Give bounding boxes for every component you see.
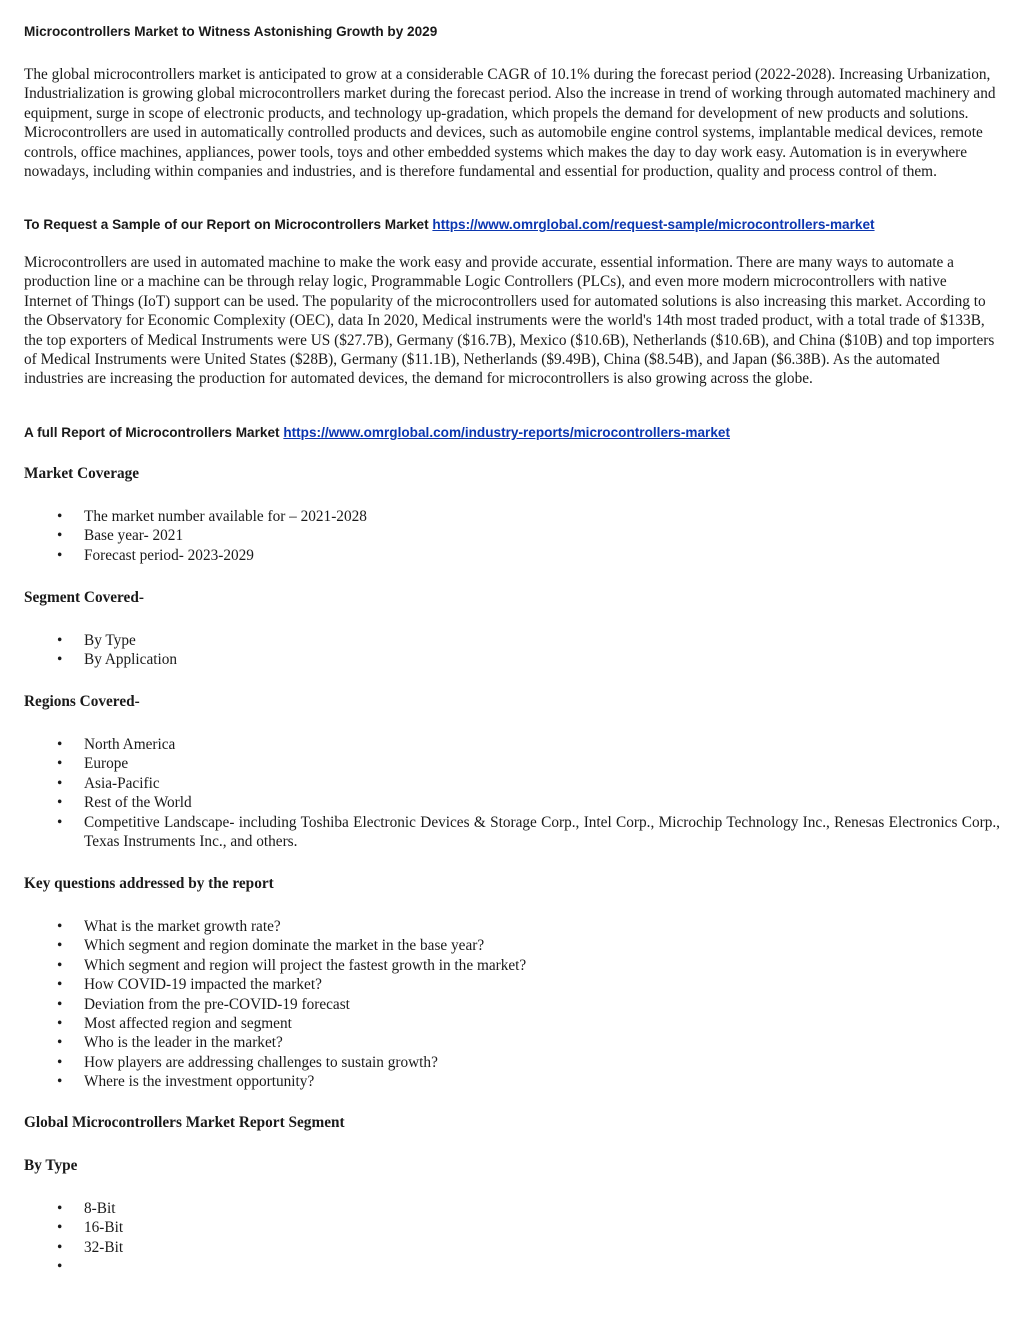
bullet-icon: •	[57, 918, 63, 935]
bullet-icon: •	[57, 937, 63, 955]
bullet-icon: •	[57, 995, 63, 1013]
full-report-link[interactable]: https://www.omrglobal.com/industry-reports/microcontrollers-market	[283, 425, 730, 440]
bullet-icon: •	[57, 546, 63, 564]
oec-paragraph: Microcontrollers are used in automated machine to make the work easy and provide accurate, essential information. There are many ways to automate a production line or a machine can be through relay logic, Programmable Logic Controllers (PLCs), and even more modern microcontrollers with native Internet of Things (IoT) support can be used. The popularity of the microcontrollers used for automated solutions is also increasing this market. According to the Observatory for Economic Complexity (OEC), data In 2020, Medical instruments were the world's 14th most traded product, with a total trade of $133B, the top exporters of Medical Instruments were US ($27.7B), Germany ($16.7B), Mexico ($10.6B), Netherlands ($10.6B), and China ($10B) and top importers of Medical Instruments were United States ($28B), Germany ($11.1B), Netherlands ($9.49B), China ($8.54B), and Japan ($6.38B). As the automated industries are increasing the production for automated devices, the demand for microcontrollers is also growing across the globe.	[24, 254, 995, 388]
intro-text: is anticipated to grow at a considerable CAGR of 10.1% during the forecast period (2022-2028). Increasing Urbanization, Industrialization is growing global microcontrollers market during the forecast period. Also the increase in trend of working through automated machinery and equipment, surge in scope of electronic products, and technology up-gradation, which propels the demand for development of new products and solutions. Microcontrollers are used in automatically controlled products and devices, such as automobile engine control systems, implantable medical devices, remote controls, office machines, appliances, power tools, toys and other embedded systems which makes the day to day work easy. Automation is in everywhere nowadays, including within companies and industries, and is therefore fundamental and essential for production, quality and process control of them.	[24, 66, 996, 181]
list-item: • Which segment and region dominate the market in the base year?	[57, 937, 485, 955]
report-segment-heading: Global Microcontrollers Market Report Segment	[24, 1114, 345, 1131]
list-item: • Europe	[57, 755, 129, 773]
bullet-icon: •	[57, 1034, 63, 1052]
bullet-icon: •	[57, 632, 63, 649]
bullet-icon: •	[57, 976, 63, 994]
by-type-heading: By Type	[24, 1157, 78, 1174]
list-item: • By Type	[57, 632, 136, 649]
list-item: • Deviation from the pre-COVID-19 forecast	[57, 995, 350, 1013]
list-item	[24, 1257, 1000, 1276]
full-report-label: A full Report of Microcontrollers Market	[24, 425, 284, 440]
list-item: • 8-Bit	[57, 1200, 116, 1217]
bullet-icon: •	[57, 508, 63, 525]
sample-request-label: To Request a Sample of our Report on Microcontrollers Market	[24, 217, 433, 232]
market-coverage-list	[24, 507, 1000, 565]
bullet-icon: •	[57, 1238, 63, 1256]
by-type-list	[24, 1199, 1000, 1277]
sample-request-link[interactable]: https://www.omrglobal.com/request-sample/microcontrollers-market	[432, 217, 875, 232]
bullet-icon: •	[57, 736, 63, 753]
key-questions-heading: Key questions addressed by the report	[24, 875, 274, 892]
list-item: • Asia-Pacific	[57, 774, 160, 792]
bullet-icon: •	[57, 813, 63, 831]
bullet-icon: •	[57, 527, 63, 545]
list-item: • Most affected region and segment	[57, 1015, 292, 1033]
bullet-icon: •	[57, 1219, 63, 1237]
list-item: • Who is the leader in the market?	[57, 1034, 283, 1052]
key-questions-list	[24, 917, 1000, 1092]
bullet-icon: •	[57, 1200, 63, 1217]
bullet-icon: •	[57, 1053, 63, 1071]
list-item: • By Application	[57, 651, 178, 669]
market-coverage-heading: Market Coverage	[24, 465, 140, 482]
document-title: Microcontrollers Market to Witness Astonishing Growth by 2029	[24, 24, 438, 39]
list-item: • Competitive Landscape- including Toshiba Electronic Devices & Storage Corp., Intel Corp., Microchip Technology Inc., Renesas Electronics Corp., Texas Instruments Inc., and others.	[57, 813, 1000, 851]
list-item: • 32-Bit	[57, 1238, 124, 1256]
bullet-icon: •	[57, 774, 63, 792]
list-item: • How players are addressing challenges to sustain growth?	[57, 1053, 438, 1071]
list-item: • Base year- 2021	[57, 527, 184, 545]
bullet-icon: •	[57, 1073, 63, 1091]
list-item: • What is the market growth rate?	[57, 918, 281, 935]
list-item: • Where is the investment opportunity?	[57, 1073, 315, 1091]
intro-paragraph	[24, 65, 1000, 181]
bullet-icon: •	[57, 651, 63, 669]
full-report-line	[24, 425, 730, 440]
regions-covered-heading: Regions Covered-	[24, 693, 140, 710]
list-item: • Which segment and region will project the fastest growth in the market?	[57, 956, 527, 974]
list-item: • How COVID-19 impacted the market?	[57, 976, 322, 994]
intro-link-text: The global microcontrollers market	[24, 66, 242, 83]
bullet-icon: •	[57, 794, 63, 812]
bullet-icon: •	[57, 1015, 63, 1033]
list-item: • Rest of the World	[57, 794, 192, 812]
bullet-icon: •	[57, 1258, 63, 1276]
segment-covered-list	[24, 631, 1000, 670]
bullet-icon: •	[57, 956, 63, 974]
regions-covered-list	[24, 735, 1000, 851]
list-item: • The market number available for – 2021-2028	[57, 508, 367, 525]
list-item: • North America	[57, 736, 176, 753]
sample-request-line	[24, 217, 875, 232]
segment-covered-heading: Segment Covered-	[24, 589, 144, 606]
list-item: • 16-Bit	[57, 1219, 124, 1237]
bullet-icon: •	[57, 755, 63, 773]
list-item: • Forecast period- 2023-2029	[57, 546, 254, 564]
